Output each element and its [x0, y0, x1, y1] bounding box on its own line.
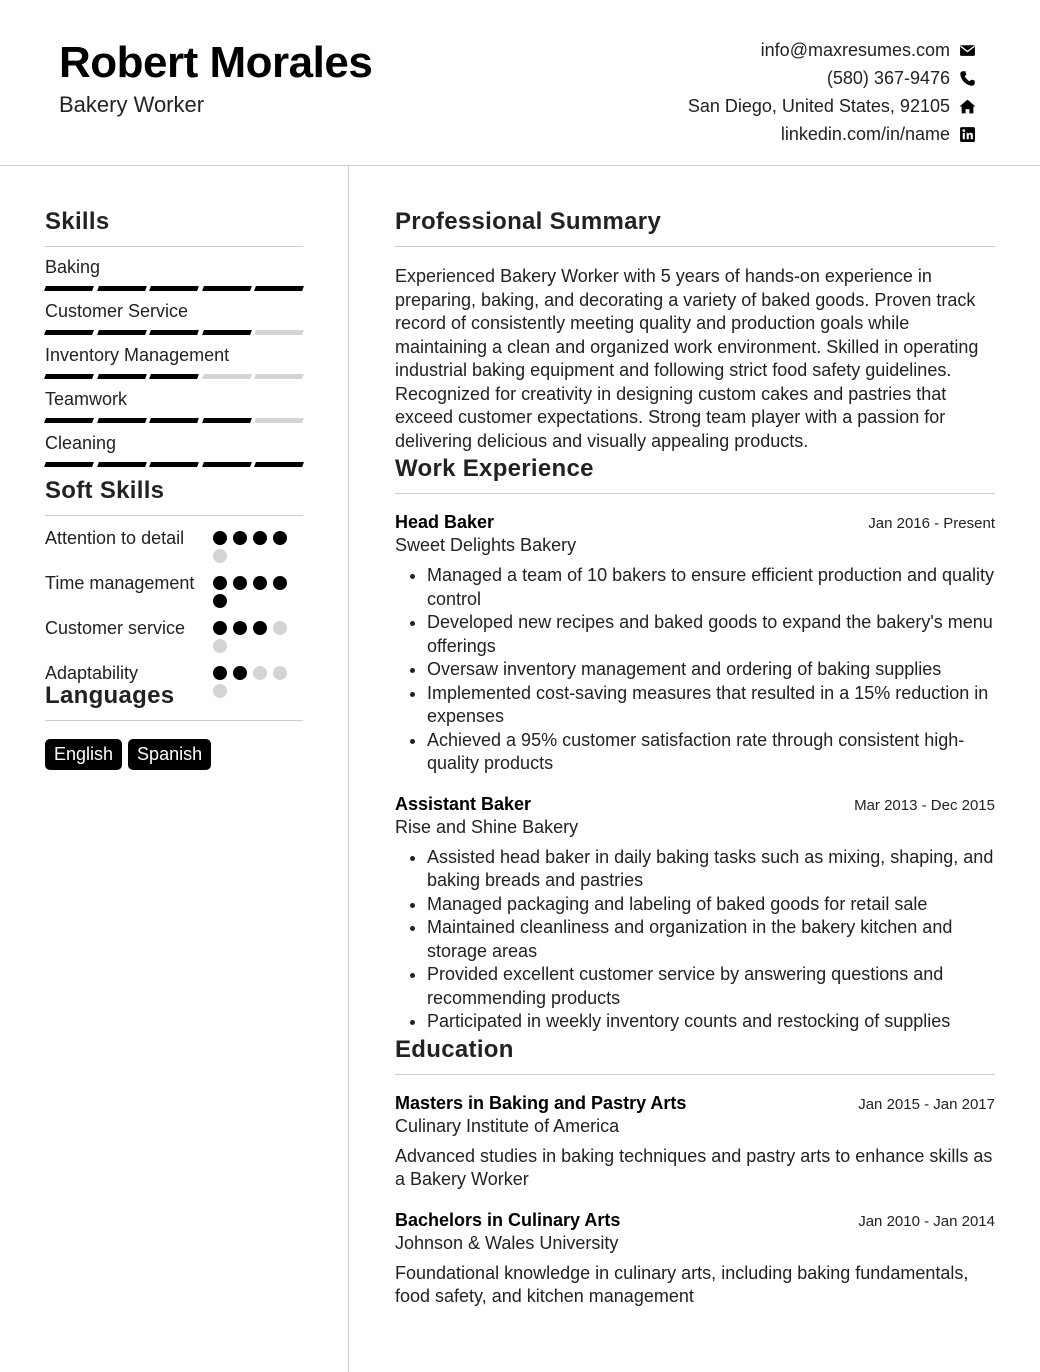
soft-skill-rating: [213, 531, 293, 563]
skill-level-segment: [149, 418, 198, 423]
skill-level-segment: [44, 462, 93, 467]
job-bullet: • Oversaw inventory management and ordering of baking supplies: [427, 658, 995, 682]
rating-dot: [253, 621, 267, 635]
education-entry: [395, 1093, 995, 1192]
soft-skill-rating: [213, 666, 293, 698]
education-title: Education: [395, 1036, 995, 1075]
skill-level-bar: [45, 374, 303, 379]
skills-list: [45, 256, 303, 467]
language-badge: Spanish: [128, 739, 211, 770]
job-title: Head Baker: [395, 512, 495, 532]
skill-item: [45, 300, 303, 335]
education-description: Foundational knowledge in culinary arts, including baking fundamentals, food safety, and kitchen management: [395, 1262, 969, 1306]
skill-label: Teamwork: [45, 389, 128, 409]
job-bullets: [395, 846, 995, 1034]
rating-dot: [273, 666, 287, 680]
envelope-icon: [958, 41, 976, 59]
rating-dot: [213, 684, 227, 698]
rating-dot: [233, 576, 247, 590]
job-bullet: • Maintained cleanliness and organization in the bakery kitchen and storage areas: [427, 916, 995, 963]
skill-level-segment: [97, 330, 146, 335]
skill-level-segment: [149, 462, 198, 467]
contact-email-text: info@maxresumes.com: [760, 39, 950, 60]
skill-level-segment: [202, 330, 251, 335]
left-column: [45, 208, 303, 770]
jobs-list: [395, 512, 995, 1034]
skill-level-segment: [202, 462, 251, 467]
education-header: [395, 1210, 995, 1231]
soft-skill-rating: [213, 576, 293, 608]
rating-dot: [213, 576, 227, 590]
linkedin-icon: [958, 125, 976, 143]
soft-skill-item: [45, 616, 303, 653]
skill-label: Baking: [45, 257, 101, 277]
rating-dot: [273, 576, 287, 590]
education-degree: Bachelors in Culinary Arts: [395, 1209, 621, 1230]
rating-dot: [273, 621, 287, 635]
column-divider: [348, 166, 349, 1372]
skill-level-segment: [254, 330, 303, 335]
job-bullet: • Managed packaging and labeling of baked goods for retail sale: [427, 893, 995, 917]
phone-icon: [958, 69, 976, 87]
education-header: [395, 1093, 995, 1114]
job-company: Rise and Shine Bakery: [395, 816, 579, 837]
skill-item: [45, 256, 303, 291]
contact-address-text: San Diego, United States, 92105: [687, 95, 950, 116]
job-bullet: • Provided excellent customer service by answering questions and recommending products: [427, 963, 995, 1010]
right-column: [395, 208, 995, 1309]
job-entry: [395, 794, 995, 1034]
skill-level-segment: [202, 286, 251, 291]
job-bullet: • Achieved a 95% customer satisfaction rate through consistent high-quality products: [427, 729, 995, 776]
rating-dot: [233, 621, 247, 635]
job-header: [395, 512, 995, 533]
contact-phone-text: (580) 367-9476: [826, 67, 950, 88]
candidate-role: Bakery Worker: [59, 92, 205, 117]
skills-title: Skills: [45, 208, 303, 247]
skill-label: Inventory Management: [45, 345, 230, 365]
education-school: Johnson & Wales University: [395, 1232, 619, 1253]
skill-level-segment: [202, 418, 251, 423]
languages-title: Languages: [45, 682, 303, 721]
rating-dot: [233, 666, 247, 680]
home-icon: [958, 97, 976, 115]
job-date: Jan 2016 - Present: [868, 515, 995, 532]
job-date: Mar 2013 - Dec 2015: [854, 796, 995, 814]
education-entry: [395, 1210, 995, 1309]
skill-item: [45, 388, 303, 423]
rating-dot: [253, 531, 267, 545]
contact-email[interactable]: [688, 36, 976, 64]
soft-skill-label: Time management: [45, 573, 195, 593]
skill-level-segment: [44, 418, 93, 423]
soft-skills-title: Soft Skills: [45, 477, 303, 516]
soft-skill-label: Customer service: [45, 618, 186, 638]
education-list: [395, 1093, 995, 1309]
skill-level-segment: [202, 374, 251, 379]
skill-level-bar: [45, 330, 303, 335]
rating-dot: [213, 621, 227, 635]
soft-skill-item: [45, 526, 303, 563]
skill-level-bar: [45, 418, 303, 423]
skill-level-bar: [45, 462, 303, 467]
skill-level-segment: [44, 374, 93, 379]
rating-dot: [273, 531, 287, 545]
skill-level-segment: [254, 286, 303, 291]
rating-dot: [213, 639, 227, 653]
contact-phone[interactable]: [688, 64, 976, 92]
job-entry: [395, 512, 995, 776]
skill-level-segment: [44, 330, 93, 335]
job-bullet: • Developed new recipes and baked goods to expand the bakery's menu offerings: [427, 611, 995, 658]
candidate-name: Robert Morales: [59, 38, 373, 87]
skill-item: [45, 432, 303, 467]
job-bullet: • Assisted head baker in daily baking tasks such as mixing, shaping, and baking breads and pastries: [427, 846, 995, 893]
rating-dot: [253, 666, 267, 680]
contact-linkedin[interactable]: [688, 120, 976, 148]
rating-dot: [213, 666, 227, 680]
skill-level-segment: [149, 330, 198, 335]
skill-level-segment: [97, 286, 146, 291]
soft-skill-item: [45, 571, 303, 608]
education-degree: Masters in Baking and Pastry Arts: [395, 1092, 687, 1113]
job-bullet: • Managed a team of 10 bakers to ensure efficient production and quality control: [427, 564, 995, 611]
skill-level-segment: [97, 462, 146, 467]
rating-dot: [213, 549, 227, 563]
experience-title: Work Experience: [395, 455, 995, 494]
skill-level-segment: [254, 462, 303, 467]
education-date: Jan 2010 - Jan 2014: [858, 1212, 995, 1230]
contact-address: [688, 92, 976, 120]
soft-skill-label: Attention to detail: [45, 528, 185, 548]
summary-text: Experienced Bakery Worker with 5 years of hands-on experience in preparing, baking, and decorating a variety of baked goods. Proven track record of consistently meeting quality and production goals while maintaining a clean and organized work environment. Skilled in operating industrial baking equipment and following strict food safety guidelines. Recognized for creativity in designing custom cakes and pastries that exceed customer expectations. Strong team player with a passion for delivering delicious and visually appealing products.: [395, 266, 979, 451]
job-bullets: [395, 564, 995, 776]
job-bullet: • Implemented cost-saving measures that resulted in a 15% reduction in expenses: [427, 682, 995, 729]
education-description: Advanced studies in baking techniques and pastry arts to enhance skills as a Bakery Worker: [395, 1145, 993, 1189]
rating-dot: [253, 576, 267, 590]
job-title: Assistant Baker: [395, 793, 532, 814]
skill-level-bar: [45, 286, 303, 291]
soft-skill-rating: [213, 621, 293, 653]
soft-skill-label: Adaptability: [45, 663, 139, 683]
contact-linkedin-text: linkedin.com/in/name: [780, 123, 950, 144]
contact-list: [688, 36, 976, 148]
education-date: Jan 2015 - Jan 2017: [858, 1095, 995, 1113]
skill-level-segment: [97, 374, 146, 379]
education-school: Culinary Institute of America: [395, 1115, 620, 1136]
skill-level-segment: [254, 374, 303, 379]
skill-label: Customer Service: [45, 301, 189, 321]
languages-list: [45, 739, 303, 770]
job-bullet: • Participated in weekly inventory counts and restocking of supplies: [427, 1010, 995, 1034]
summary-title: Professional Summary: [395, 208, 995, 247]
resume-header: [0, 0, 1040, 166]
skill-label: Cleaning: [45, 433, 117, 453]
job-header: [395, 794, 995, 815]
soft-skills-list: [45, 526, 303, 698]
skill-level-segment: [97, 418, 146, 423]
skill-level-segment: [149, 374, 198, 379]
language-badge: English: [45, 739, 122, 770]
skill-level-segment: [44, 286, 93, 291]
rating-dot: [233, 531, 247, 545]
skill-level-segment: [149, 286, 198, 291]
job-company: Sweet Delights Bakery: [395, 535, 577, 555]
rating-dot: [213, 594, 227, 608]
rating-dot: [213, 531, 227, 545]
skill-item: [45, 344, 303, 379]
skill-level-segment: [254, 418, 303, 423]
